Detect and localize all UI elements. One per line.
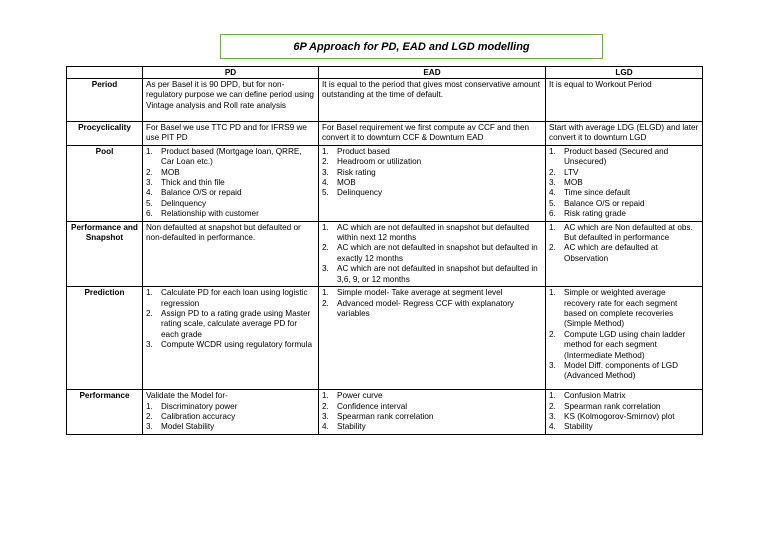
list-item-number: 4.	[146, 188, 153, 198]
list-item-number: 2.	[549, 401, 556, 411]
list-item	[549, 412, 699, 422]
cell-pd	[143, 145, 319, 221]
cell-lgd	[546, 145, 703, 221]
list-item-text: Delinquency	[161, 198, 207, 208]
list-item-text: Advanced model- Regress CCF with explanatory variables	[337, 298, 515, 318]
document-title-text: 6P Approach for PD, EAD and LGD modelling	[293, 40, 530, 53]
list-item-text: Headroom or utilization	[337, 157, 422, 167]
cell-pd	[143, 390, 319, 435]
list-item-text: Spearman rank correlation	[564, 401, 661, 411]
list-item	[146, 188, 315, 198]
row-label: Prediction	[67, 287, 143, 390]
list-item-text: Stability	[337, 422, 366, 432]
numbered-list	[322, 391, 542, 433]
list-item	[549, 147, 699, 168]
list-item-text: AC which are not defaulted in snapshot but defaulted in 3,6, 9, or 12 months	[337, 264, 538, 284]
list-item	[549, 422, 699, 432]
cell-ead	[319, 145, 546, 221]
list-item-number: 3.	[549, 360, 556, 370]
list-item-text: Simple or weighted average recovery rate for each segment based on complete recoveries (Simple Method)	[564, 288, 678, 329]
numbered-list	[146, 402, 315, 433]
numbered-list	[549, 288, 699, 382]
list-item-number: 3.	[322, 264, 329, 274]
cell-lgd	[546, 287, 703, 390]
list-item	[322, 422, 542, 432]
list-item-text: Confusion Matrix	[564, 391, 626, 401]
list-item	[146, 412, 315, 422]
row-label: Performance and Snapshot	[67, 221, 143, 286]
list-item	[549, 209, 699, 219]
header-pd: PD	[143, 67, 319, 79]
table-header-row	[67, 67, 703, 79]
list-item-text: Discriminatory power	[161, 401, 238, 411]
cell-intro-text: Validate the Model for-	[146, 391, 228, 401]
cell-lgd: It is equal to Workout Period	[546, 79, 703, 122]
list-item-number: 2.	[549, 329, 556, 339]
list-item-number: 2.	[322, 243, 329, 253]
list-item-text: Compute LGD using chain ladder method for each segment (Intermediate Method)	[564, 329, 686, 360]
header-lgd: LGD	[546, 67, 703, 79]
list-item-number: 3.	[146, 178, 153, 188]
list-item-number: 2.	[146, 411, 153, 421]
list-item	[322, 299, 542, 320]
list-item-text: Balance O/S or repaid	[564, 198, 645, 208]
numbered-list	[322, 223, 542, 285]
list-item	[549, 243, 699, 264]
document-title	[220, 34, 603, 59]
list-item-number: 3.	[322, 167, 329, 177]
list-item	[146, 309, 315, 340]
list-item-number: 1.	[549, 146, 556, 156]
list-item	[322, 168, 542, 178]
numbered-list	[549, 391, 699, 433]
table-row	[67, 287, 703, 390]
cell-ead	[319, 287, 546, 390]
list-item-text: Assign PD to a rating grade using Master rating scale, calculate average PD for each grade	[161, 308, 311, 339]
cell-ead	[319, 221, 546, 286]
list-item	[146, 422, 315, 432]
list-item-number: 2.	[146, 167, 153, 177]
row-label: Pool	[67, 145, 143, 221]
list-item-number: 2.	[322, 157, 329, 167]
list-item	[549, 178, 699, 188]
list-item-text: Confidence interval	[337, 401, 408, 411]
list-item	[322, 157, 542, 167]
cell-pd: For Basel we use TTC PD and for IFRS9 we use PIT PD	[143, 122, 319, 146]
list-item	[549, 188, 699, 198]
cell-ead	[319, 390, 546, 435]
list-item	[549, 168, 699, 178]
list-item-number: 1.	[549, 391, 556, 401]
row-label: Performance	[67, 390, 143, 435]
numbered-list	[549, 147, 699, 220]
table-row	[67, 390, 703, 435]
row-label: Procyclicality	[67, 122, 143, 146]
list-item-number: 1.	[549, 222, 556, 232]
list-item-number: 6.	[146, 209, 153, 219]
list-item-text: MOB	[564, 178, 583, 188]
list-item	[146, 402, 315, 412]
table-row	[67, 79, 703, 122]
list-item	[146, 168, 315, 178]
list-item-number: 1.	[322, 391, 329, 401]
list-item-number: 2.	[549, 167, 556, 177]
list-item	[322, 243, 542, 264]
cell-pd	[143, 287, 319, 390]
list-item	[549, 223, 699, 244]
list-item	[322, 412, 542, 422]
list-item-text: KS (Kolmogorov-Smirnov) plot	[564, 411, 675, 421]
list-item-text: Risk rating grade	[564, 209, 626, 219]
list-item-number: 3.	[549, 411, 556, 421]
list-item-number: 6.	[549, 209, 556, 219]
comparison-table	[66, 66, 703, 435]
header-corner	[67, 67, 143, 79]
list-item-text: Delinquency	[337, 188, 383, 198]
list-item-number: 1.	[322, 222, 329, 232]
cell-pd: Non defaulted at snapshot but defaulted or non-defaulted in performance.	[143, 221, 319, 286]
list-item-number: 2.	[322, 401, 329, 411]
numbered-list	[322, 288, 542, 319]
list-item-text: Product based	[337, 146, 390, 156]
list-item-number: 2.	[146, 308, 153, 318]
list-item-text: AC which are not defaulted in snapshot but defaulted within next 12 months	[337, 222, 530, 243]
cell-ead: It is equal to the period that gives most conservative amount outstanding at the time of default.	[319, 79, 546, 122]
table-row	[67, 221, 703, 286]
list-item-text: Calibration accuracy	[161, 411, 236, 421]
list-item-text: Balance O/S or repaid	[161, 188, 242, 198]
list-item	[146, 199, 315, 209]
numbered-list	[549, 223, 699, 265]
list-item	[146, 147, 315, 168]
list-item	[322, 391, 542, 401]
list-item	[322, 264, 542, 285]
list-item-text: Power curve	[337, 391, 383, 401]
list-item-number: 4.	[322, 178, 329, 188]
list-item-number: 1.	[322, 288, 329, 298]
list-item-text: Model Stability	[161, 422, 215, 432]
list-item-number: 4.	[549, 422, 556, 432]
list-item	[322, 402, 542, 412]
list-item	[322, 288, 542, 298]
list-item-number: 1.	[549, 288, 556, 298]
list-item	[146, 178, 315, 188]
list-item-number: 3.	[146, 422, 153, 432]
list-item	[549, 199, 699, 209]
list-item	[549, 288, 699, 330]
list-item-number: 2.	[549, 243, 556, 253]
list-item-text: Calculate PD for each loan using logistic regression	[161, 288, 308, 308]
cell-lgd	[546, 221, 703, 286]
list-item-text: AC which are Non defaulted at obs. But defaulted in performance	[564, 222, 693, 243]
list-item-number: 2.	[322, 298, 329, 308]
list-item-text: Product based (Secured and Unsecured)	[564, 146, 669, 167]
list-item-number: 1.	[322, 146, 329, 156]
cell-pd: As per Basel it is 90 DPD, but for non-regulatory purpose we can define period using Vintage analysis and Roll rate analysis	[143, 79, 319, 122]
list-item	[146, 209, 315, 219]
list-item	[322, 188, 542, 198]
list-item-number: 3.	[549, 178, 556, 188]
list-item	[146, 288, 315, 309]
list-item-number: 5.	[549, 198, 556, 208]
list-item-text: AC which are not defaulted in snapshot but defaulted in exactly 12 months	[337, 243, 538, 263]
list-item-text: Compute WCDR using regulatory formula	[161, 340, 313, 350]
list-item-text: Simple model- Take average at segment level	[337, 288, 503, 298]
list-item-text: MOB	[161, 167, 180, 177]
list-item-text: Risk rating	[337, 167, 376, 177]
row-label: Period	[67, 79, 143, 122]
list-item	[322, 178, 542, 188]
list-item	[549, 330, 699, 361]
list-item-number: 4.	[549, 188, 556, 198]
list-item-number: 1.	[146, 401, 153, 411]
list-item	[549, 361, 699, 382]
list-item	[549, 391, 699, 401]
list-item-number: 3.	[322, 411, 329, 421]
list-item-number: 1.	[146, 146, 153, 156]
list-item-number: 3.	[146, 340, 153, 350]
list-item-text: Spearman rank correlation	[337, 411, 434, 421]
numbered-list	[146, 147, 315, 220]
list-item	[549, 402, 699, 412]
list-item-text: MOB	[337, 178, 356, 188]
list-item-text: Product based (Mortgage loan, QRRE, Car Loan etc.)	[161, 146, 302, 167]
list-item-text: Model Diff. components of LGD (Advanced Method)	[564, 360, 679, 381]
list-item-number: 5.	[146, 198, 153, 208]
numbered-list	[146, 288, 315, 350]
list-item-text: Thick and thin file	[161, 178, 225, 188]
cell-lgd	[546, 390, 703, 435]
table-row	[67, 122, 703, 146]
list-item-text: Relationship with customer	[161, 209, 259, 219]
cell-lgd: Start with average LDG (ELGD) and later convert it to downturn LGD	[546, 122, 703, 146]
list-item-text: Time since default	[564, 188, 631, 198]
list-item-text: LTV	[564, 167, 579, 177]
list-item	[322, 147, 542, 157]
table-row	[67, 145, 703, 221]
cell-ead: For Basel requirement we first compute av CCF and then convert it to downturn CCF & Downturn EAD	[319, 122, 546, 146]
numbered-list	[322, 147, 542, 199]
list-item	[322, 223, 542, 244]
list-item-number: 1.	[146, 288, 153, 298]
list-item-number: 4.	[322, 422, 329, 432]
list-item-text: AC which are defaulted at Observation	[564, 243, 658, 263]
list-item-text: Stability	[564, 422, 593, 432]
header-ead: EAD	[319, 67, 546, 79]
list-item-number: 5.	[322, 188, 329, 198]
list-item	[146, 340, 315, 350]
